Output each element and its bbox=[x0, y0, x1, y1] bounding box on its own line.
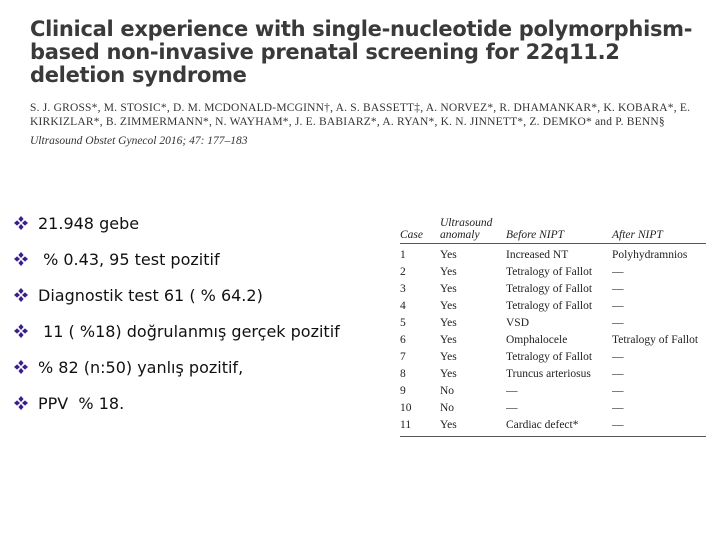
cell-anomaly: Yes bbox=[440, 283, 457, 295]
table-row bbox=[400, 417, 706, 434]
cell-after: — bbox=[612, 419, 624, 431]
paper-header bbox=[30, 18, 710, 147]
cell-case: 2 bbox=[400, 266, 406, 278]
bullet-text: PPV % 18. bbox=[38, 393, 125, 413]
case-table bbox=[400, 207, 706, 437]
cell-anomaly: Yes bbox=[440, 300, 457, 312]
table-row bbox=[400, 264, 706, 281]
cell-before: Tetralogy of Fallot bbox=[506, 266, 593, 278]
list-item bbox=[14, 277, 340, 313]
header-case: Case bbox=[400, 229, 423, 241]
cell-anomaly: No bbox=[440, 385, 455, 397]
cell-after: Polyhydramnios bbox=[612, 249, 688, 261]
cell-case: 1 bbox=[400, 249, 406, 261]
cell-before: — bbox=[506, 385, 518, 397]
paper-title: Clinical experience with single-nucleotide polymorphism-based non-invasive prenatal screening for 22q11.2 deletion syndrome bbox=[30, 17, 693, 87]
header-anomaly: Ultrasound anomaly bbox=[440, 217, 493, 241]
cell-after: — bbox=[612, 317, 624, 329]
diamond-bullet-icon bbox=[14, 396, 28, 410]
cell-case: 6 bbox=[400, 334, 406, 346]
table-row bbox=[400, 298, 706, 315]
table-row bbox=[400, 281, 706, 298]
cell-before: VSD bbox=[506, 317, 530, 329]
cell-before: Tetralogy of Fallot bbox=[506, 283, 593, 295]
diamond-bullet-icon bbox=[14, 252, 28, 266]
list-item bbox=[14, 241, 340, 277]
cell-case: 11 bbox=[400, 419, 412, 431]
cell-after: Tetralogy of Fallot bbox=[612, 334, 699, 346]
list-item bbox=[14, 385, 340, 421]
diamond-bullet-icon bbox=[14, 288, 28, 302]
cell-anomaly: Yes bbox=[440, 351, 457, 363]
cell-after: — bbox=[612, 351, 624, 363]
table-row bbox=[400, 349, 706, 366]
header-before: Before NIPT bbox=[506, 229, 565, 241]
cell-before: Tetralogy of Fallot bbox=[506, 300, 593, 312]
table-row bbox=[400, 383, 706, 400]
table-header bbox=[400, 207, 706, 244]
bullet-list bbox=[14, 205, 340, 421]
paper-citation: Ultrasound Obstet Gynecol 2016; 47: 177–183 bbox=[30, 135, 248, 147]
list-item bbox=[14, 205, 340, 241]
cell-after: — bbox=[612, 368, 624, 380]
cell-case: 4 bbox=[400, 300, 406, 312]
table-row bbox=[400, 315, 706, 332]
bullet-text: Diagnostik test 61 ( % 64.2) bbox=[38, 285, 263, 305]
table-row bbox=[400, 400, 706, 417]
cell-anomaly: Yes bbox=[440, 317, 457, 329]
list-item bbox=[14, 313, 340, 349]
table-bottom-rule bbox=[400, 436, 706, 437]
cell-case: 5 bbox=[400, 317, 406, 329]
bullet-text: % 82 (n:50) yanlış pozitif, bbox=[38, 357, 244, 377]
bullet-text: 11 ( %18) doğrulanmış gerçek pozitif bbox=[38, 321, 340, 341]
table-row bbox=[400, 366, 706, 383]
cell-anomaly: Yes bbox=[440, 334, 457, 346]
bullet-text: 21.948 gebe bbox=[38, 213, 140, 233]
cell-after: — bbox=[612, 283, 624, 295]
cell-anomaly: Yes bbox=[440, 419, 457, 431]
cell-after: — bbox=[612, 300, 624, 312]
cell-case: 9 bbox=[400, 385, 406, 397]
cell-case: 3 bbox=[400, 283, 406, 295]
table-body bbox=[400, 247, 706, 434]
cell-before: Truncus arteriosus bbox=[506, 368, 591, 380]
cell-after: — bbox=[612, 266, 624, 278]
cell-before: — bbox=[506, 402, 518, 414]
table-row bbox=[400, 332, 706, 349]
cell-anomaly: Yes bbox=[440, 368, 457, 380]
cell-before: Cardiac defect* bbox=[506, 419, 579, 431]
list-item bbox=[14, 349, 340, 385]
cell-anomaly: Yes bbox=[440, 266, 457, 278]
cell-anomaly: Yes bbox=[440, 249, 457, 261]
cell-after: — bbox=[612, 385, 624, 397]
cell-before: Tetralogy of Fallot bbox=[506, 351, 593, 363]
bullet-text: % 0.43, 95 test pozitif bbox=[38, 249, 220, 269]
cell-case: 10 bbox=[400, 402, 412, 414]
paper-authors: S. J. GROSS*, M. STOSIC*, D. M. MCDONALD-MCGINN†, A. S. BASSETT‡, A. NORVEZ*, R. DHAMANKAR*, K. KOBARA*, E. KIRKIZLAR*, B. ZIMMERMANN*, N. WAYHAM*, J. E. BABIARZ*, A. RYAN*, K. N. JINNETT*, Z. DEMKO* and P. BENN§ bbox=[30, 102, 691, 128]
table-row bbox=[400, 247, 706, 264]
cell-case: 7 bbox=[400, 351, 406, 363]
cell-case: 8 bbox=[400, 368, 406, 380]
diamond-bullet-icon bbox=[14, 324, 28, 338]
cell-before: Increased NT bbox=[506, 249, 569, 261]
diamond-bullet-icon bbox=[14, 360, 28, 374]
cell-after: — bbox=[612, 402, 624, 414]
diamond-bullet-icon bbox=[14, 216, 28, 230]
cell-before: Omphalocele bbox=[506, 334, 568, 346]
cell-anomaly: No bbox=[440, 402, 455, 414]
header-after: After NIPT bbox=[612, 229, 663, 241]
